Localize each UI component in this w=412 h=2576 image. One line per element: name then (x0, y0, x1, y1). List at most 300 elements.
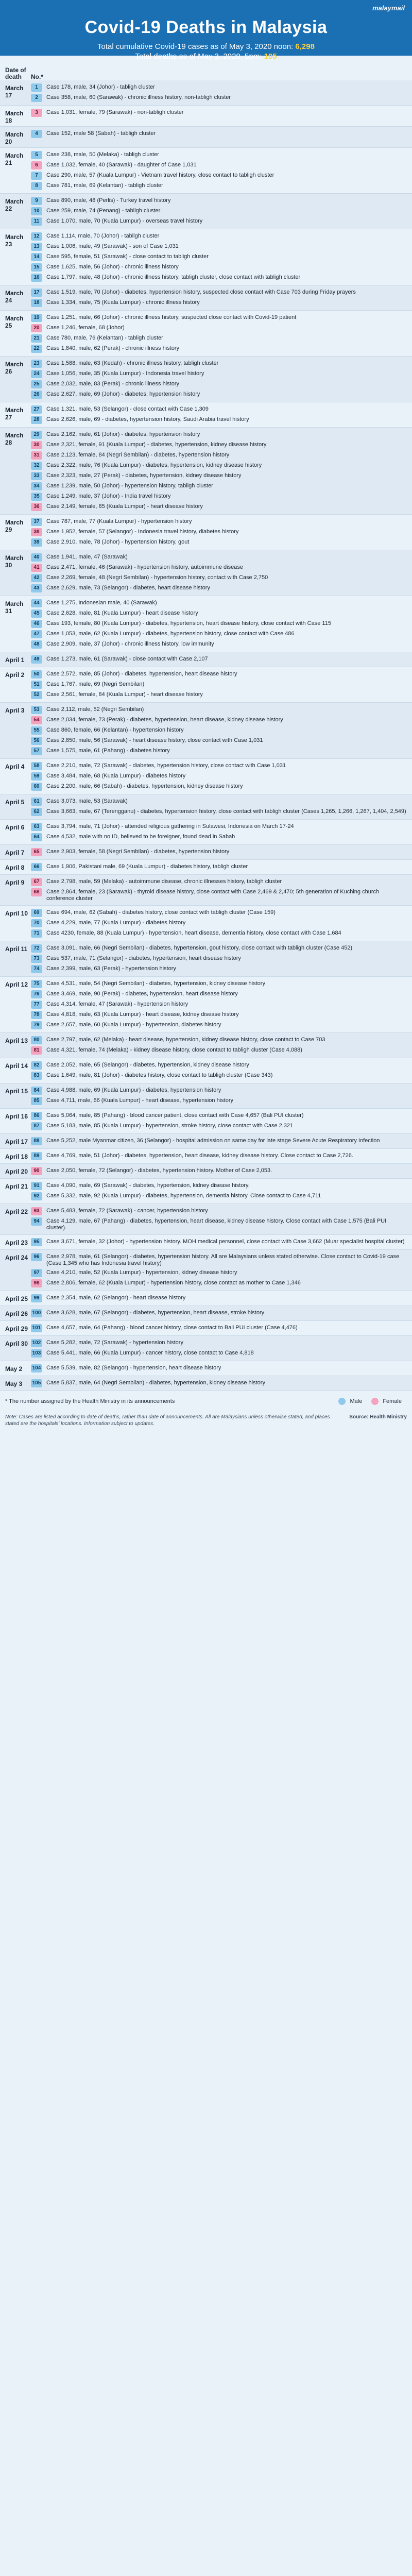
male-number-badge: 82 (31, 1061, 42, 1070)
male-number-badge: 27 (31, 405, 42, 414)
death-date: April 10 (5, 910, 28, 917)
male-number-badge: 63 (31, 823, 42, 831)
male-number-badge: 11 (31, 217, 42, 226)
case-description: Case 1,588, male, 63 (Kedah) - chronic illness history, tabligh cluster (46, 360, 219, 366)
day-group (0, 845, 412, 860)
case-description: Case 2,903, female, 58 (Negri Sembilan) - diabetes, hypertension history (46, 849, 230, 855)
case-row (31, 287, 407, 298)
case-list (31, 979, 407, 1030)
male-number-badge: 44 (31, 599, 42, 607)
case-description: Case 537, male, 71 (Selangor) - diabetes, hypertension, heart disease history (46, 955, 241, 961)
note-block (0, 1412, 412, 1431)
case-description: Case 1,797, male, 48 (Johor) - chronic illness history, tabligh cluster, close contact with tabligh cluster (46, 274, 301, 280)
note-text: Note: Cases are listed according to date of deaths, rather than date of announcements. All are Malaysians unless otherwise stated, and places stated are the hospitals' locations. Information subject to updates. (5, 1414, 330, 1427)
case-description: Case 1,031, female, 79 (Sarawak) - non-tabligh cluster (46, 109, 184, 115)
female-number-badge: 67 (31, 878, 42, 886)
male-number-badge: 40 (31, 553, 42, 562)
case-description: Case 4,321, female, 74 (Melaka) - kidney disease history, close contact to tabligh cluster (Case 4,088) (46, 1047, 302, 1053)
male-number-badge: 45 (31, 609, 42, 618)
male-number-badge: 72 (31, 944, 42, 953)
case-description: Case 5,441, male, 66 (Kuala Lumpur) - cancer history, close contact to Case 4,818 (46, 1350, 254, 1356)
death-date: April 25 (5, 1295, 28, 1302)
case-description: Case 1,053, male, 62 (Kuala Lumpur) - diabetes, hypertension history, close contact with Case 486 (46, 631, 295, 637)
death-date: March 22 (5, 198, 24, 212)
case-description: Case 4,090, male, 69 (Sarawak) - diabetes, hypertension, kidney disease history. (46, 1182, 250, 1189)
male-number-badge: 101 (31, 1324, 42, 1332)
case-description: Case 2,399, male, 63 (Perak) - hypertension history (46, 965, 176, 972)
male-number-badge: 78 (31, 1011, 42, 1019)
case-description: Case 1,239, male, 50 (Johor) - hypertension history, tabligh cluster (46, 483, 213, 489)
death-date: May 2 (5, 1365, 23, 1372)
case-row (31, 563, 407, 573)
male-number-badge: 13 (31, 243, 42, 251)
male-legend-swatch (338, 1398, 346, 1405)
male-number-badge: 96 (31, 1253, 42, 1261)
male-number-badge: 94 (31, 1217, 42, 1226)
case-row (31, 1071, 407, 1081)
case-row (31, 964, 407, 974)
case-row (31, 333, 407, 344)
male-number-badge: 2 (31, 94, 42, 102)
day-group (0, 906, 412, 941)
day-group (0, 820, 412, 845)
day-group (0, 1109, 412, 1134)
male-number-badge: 77 (31, 1001, 42, 1009)
male-number-badge: 37 (31, 518, 42, 526)
female-number-badge: 93 (31, 1207, 42, 1215)
case-row (31, 746, 407, 756)
case-description: Case 4,532, male with no ID, believed to be foreigner, found dead in Sabah (46, 834, 235, 840)
death-date: April 30 (5, 1340, 28, 1347)
case-row (31, 928, 407, 939)
male-number-badge: 105 (31, 1379, 42, 1387)
brand-logo[interactable]: malaymail (372, 4, 405, 12)
case-description: Case 193, female, 80 (Kuala Lumpur) - diabetes, hypertension, heart disease history, close contact with Case 115 (46, 620, 331, 626)
case-list (31, 231, 407, 283)
case-list (31, 1363, 407, 1374)
case-description: Case 2,200, male, 66 (Sabah) - diabetes, hypertension, kidney disease history (46, 783, 243, 789)
case-description: Case 4,129, male, 67 (Pahang) - diabetes, hypertension, heart disease, kidney disease history. Close contact with Case 1,575 (Bali PUI cluster). (46, 1218, 387, 1231)
male-number-badge: 1 (31, 83, 42, 92)
female-number-badge: 38 (31, 528, 42, 536)
case-row (31, 181, 407, 191)
day-group (0, 285, 412, 311)
case-description: Case 2,123, female, 84 (Negri Sembilan) - diabetes, hypertension history (46, 452, 230, 458)
case-list (31, 313, 407, 354)
death-date: May 3 (5, 1380, 23, 1387)
male-number-badge: 102 (31, 1339, 42, 1347)
case-description: Case 2,321, female, 91 (Kuala Lumpur) - diabetes, hypertension, kidney disease history (46, 442, 267, 448)
deaths-total: 105 (264, 52, 277, 61)
case-description: Case 4,711, male, 66 (Kuala Lumpur) - heart disease, hypertension history (46, 1097, 233, 1104)
death-date: March 31 (5, 600, 24, 615)
death-date: April 4 (5, 763, 25, 770)
case-list (31, 1060, 407, 1081)
case-list (31, 1166, 407, 1176)
death-date: March 30 (5, 554, 24, 569)
case-row (31, 262, 407, 273)
male-number-badge: 73 (31, 955, 42, 963)
case-description: Case 2,323, male, 27 (Perak) - diabetes, hypertension, kidney disease history (46, 472, 242, 479)
case-row (31, 492, 407, 502)
case-description: Case 1,649, male, 81 (Johor) - diabetes history, close contact to tabligh cluster (Case 343) (46, 1072, 273, 1078)
case-description: Case 5,183, male, 85 (Kuala Lumpur) - hypertension, stroke history, close contact with Case 2,321 (46, 1123, 294, 1129)
case-description: Case 860, female, 66 (Kelantan) - hypertension history (46, 727, 184, 733)
case-list (31, 517, 407, 548)
case-description: Case 2,909, male, 37 (Johor) - chronic illness history, low immunity (46, 641, 214, 647)
case-list (31, 598, 407, 650)
day-group (0, 1306, 412, 1321)
case-description: Case 595, female, 51 (Sarawak) - close contact to tabligh cluster (46, 253, 209, 260)
case-row (31, 1035, 407, 1045)
day-group (0, 977, 412, 1033)
death-date: March 28 (5, 432, 24, 446)
day-group (0, 860, 412, 875)
case-description: Case 178, male, 34 (Johor) - tabligh cluster (46, 84, 155, 90)
case-row (31, 1045, 407, 1056)
male-number-badge: 12 (31, 232, 42, 241)
case-list (31, 847, 407, 857)
death-date: April 11 (5, 945, 28, 953)
day-group (0, 1336, 412, 1361)
case-row (31, 725, 407, 736)
day-group (0, 80, 412, 106)
female-number-badge: 65 (31, 848, 42, 856)
case-description: Case 4,769, male, 51 (Johor) - diabetes, hypertension, heart disease, kidney disease history. Close contact to Case 2,726. (46, 1153, 353, 1159)
case-row (31, 527, 407, 537)
male-number-badge: 103 (31, 1349, 42, 1358)
case-row (31, 736, 407, 746)
case-row (31, 450, 407, 461)
male-number-badge: 49 (31, 655, 42, 664)
case-description: Case 787, male, 77 (Kuala Lumpur) - hypertension history (46, 518, 192, 524)
case-description: Case 4,314, female, 47 (Sarawak) - hypertension history (46, 1001, 188, 1007)
number-column-header: No.* (31, 73, 43, 80)
case-description: Case 2,797, male, 62 (Melaka) - heart disease, hypertension, kidney disease history, close contact to Case 703 (46, 1037, 325, 1043)
case-row (31, 999, 407, 1010)
male-number-badge: 29 (31, 431, 42, 439)
case-row (31, 654, 407, 665)
male-number-badge: 35 (31, 493, 42, 501)
male-number-badge: 5 (31, 151, 42, 159)
case-row (31, 877, 407, 887)
case-row (31, 389, 407, 400)
case-description: Case 1,070, male, 70 (Kuala Lumpur) - overseas travel history (46, 218, 203, 224)
case-list (31, 877, 407, 903)
deaths-timeline (0, 80, 412, 1391)
case-row (31, 502, 407, 512)
death-date: April 8 (5, 864, 25, 871)
case-row (31, 771, 407, 782)
case-list (31, 705, 407, 756)
male-number-badge: 70 (31, 919, 42, 927)
cases-total: 6,298 (295, 42, 315, 51)
female-number-badge: 6 (31, 161, 42, 170)
case-description: Case 1,249, male, 37 (Johor) - India travel history (46, 493, 171, 499)
female-number-badge: 98 (31, 1279, 42, 1287)
case-row (31, 1096, 407, 1106)
case-row (31, 954, 407, 964)
case-row (31, 129, 407, 139)
case-list (31, 862, 407, 872)
case-description: Case 2,322, male, 76 (Kuala Lumpur) - diabetes, hypertension, kidney disease history (46, 462, 262, 468)
footer (0, 1391, 412, 1412)
male-number-badge: 64 (31, 833, 42, 841)
case-row (31, 887, 407, 903)
case-description: Case 2,354, male, 62 (Selangor) - heart disease history (46, 1295, 186, 1301)
case-row (31, 669, 407, 680)
male-number-badge: 28 (31, 416, 42, 424)
case-row (31, 705, 407, 715)
case-row (31, 160, 407, 171)
death-date: March 24 (5, 290, 24, 304)
case-description: Case 1,114, male, 70 (Johor) - tabligh cluster (46, 233, 160, 239)
case-row (31, 171, 407, 181)
male-number-badge: 22 (31, 345, 42, 353)
case-list (31, 1378, 407, 1388)
male-number-badge: 56 (31, 737, 42, 745)
case-description: Case 3,628, male, 67 (Selangor) - diabetes, hypertension, heart disease, stroke history (46, 1310, 265, 1316)
day-group (0, 106, 412, 127)
death-date: April 26 (5, 1310, 28, 1317)
case-description: Case 5,539, male, 82 (Selangor) - hypertension, heart disease history (46, 1365, 221, 1371)
case-row (31, 1252, 407, 1268)
case-row (31, 639, 407, 650)
day-group (0, 875, 412, 906)
case-row (31, 832, 407, 842)
case-list (31, 796, 407, 817)
death-date: March 23 (5, 233, 24, 248)
case-list (31, 822, 407, 842)
case-list (31, 359, 407, 400)
case-row (31, 379, 407, 389)
case-description: Case 2,471, female, 46 (Sarawak) - hypertension history, autoimmune disease (46, 564, 243, 570)
case-description: Case 2,627, male, 69 (Johor) - diabetes, hypertension history (46, 391, 200, 397)
day-group (0, 652, 412, 667)
death-date: April 9 (5, 879, 25, 886)
day-group (0, 1058, 412, 1083)
day-group (0, 1033, 412, 1058)
male-number-badge: 69 (31, 909, 42, 917)
case-row (31, 690, 407, 700)
day-group (0, 1250, 412, 1291)
case-row (31, 1086, 407, 1096)
day-group (0, 596, 412, 652)
male-number-badge: 55 (31, 726, 42, 735)
male-number-badge: 15 (31, 263, 42, 272)
case-row (31, 1363, 407, 1374)
case-description: Case 2,910, male, 78 (Johor) - hypertension history, gout (46, 539, 190, 545)
male-number-badge: 48 (31, 640, 42, 649)
case-description: Case 2,850, male, 56 (Sarawak) - heart disease history, close contact with Case 1,031 (46, 737, 263, 743)
male-number-badge: 99 (31, 1294, 42, 1302)
case-description: Case 1,840, male, 62 (Perak) - chronic illness history (46, 345, 179, 351)
case-description: Case 4230, female, 88 (Kuala Lumpur) - hypertension, heart disease, dementia history, close contact with Case 1,684 (46, 930, 341, 936)
death-date: April 7 (5, 849, 25, 856)
death-date: March 27 (5, 406, 24, 421)
death-date: April 6 (5, 824, 25, 831)
case-list (31, 196, 407, 227)
case-description: Case 1,246, female, 68 (Johor) (46, 325, 125, 331)
case-description: Case 2,561, female, 84 (Kuala Lumpur) - heart disease history (46, 691, 203, 698)
case-list (31, 1111, 407, 1131)
day-group (0, 1134, 412, 1149)
male-number-badge: 61 (31, 798, 42, 806)
subtitle (10, 42, 402, 61)
male-legend-label: Male (350, 1398, 363, 1404)
death-date: March 17 (5, 84, 24, 99)
male-number-badge: 87 (31, 1122, 42, 1130)
male-number-badge: 97 (31, 1269, 42, 1277)
female-number-badge: 54 (31, 716, 42, 724)
case-row (31, 359, 407, 369)
case-description: Case 5,837, male, 64 (Negri Sembilan) - diabetes, hypertension, kidney disease history (46, 1380, 265, 1386)
case-description: Case 1,321, male, 53 (Selangor) - close contact with Case 1,309 (46, 406, 209, 412)
date-column-header: Date of death (5, 66, 26, 80)
death-date: April 18 (5, 1153, 28, 1160)
male-number-badge: 80 (31, 1036, 42, 1044)
female-number-badge: 30 (31, 441, 42, 449)
case-row (31, 782, 407, 792)
case-description: Case 1,575, male, 61 (Pahang) - diabetes history (46, 748, 170, 754)
case-description: Case 4,818, male, 63 (Kuala Lumpur) - heart disease, kidney disease history (46, 1011, 239, 1018)
case-list (31, 287, 407, 308)
case-row (31, 1348, 407, 1359)
day-group (0, 1083, 412, 1109)
case-description: Case 2,864, female, 23 (Sarawak) - thyroid disease history, close contact with Case 2,469 & 2,470; 5th generation of Kuching church conference cluster (46, 889, 380, 902)
case-description: Case 238, male, 50 (Melaka) - tabligh cluster (46, 151, 159, 158)
case-row (31, 1237, 407, 1247)
case-row (31, 1268, 407, 1278)
case-row (31, 680, 407, 690)
death-date: April 15 (5, 1088, 28, 1095)
case-description: Case 3,794, male, 71 (Johor) - attended religious gathering in Sulawesi, Indonesia on March 17-24 (46, 823, 294, 829)
male-number-badge: 66 (31, 863, 42, 871)
male-number-badge: 46 (31, 620, 42, 628)
case-description: Case 4,988, male, 69 (Kuala Lumpur) - diabetes, hypertension history (46, 1087, 221, 1093)
case-row (31, 150, 407, 160)
case-row (31, 1378, 407, 1388)
case-list (31, 669, 407, 700)
day-group (0, 428, 412, 515)
case-list (31, 761, 407, 792)
male-number-badge: 50 (31, 670, 42, 679)
male-number-badge: 33 (31, 472, 42, 480)
case-row (31, 415, 407, 425)
case-row (31, 323, 407, 333)
male-number-badge: 59 (31, 772, 42, 781)
source: Source: Health Ministry (349, 1414, 407, 1420)
case-row (31, 1020, 407, 1030)
case-description: Case 3,469, male, 90 (Perak) - diabetes, hypertension, heart disease history (46, 991, 238, 997)
case-description: Case 4,229, male, 77 (Kuala Lumpur) - diabetes history (46, 920, 186, 926)
case-row (31, 242, 407, 252)
case-row (31, 619, 407, 629)
case-description: Case 1,006, male, 49 (Sarawak) - son of Case 1,031 (46, 243, 179, 249)
male-number-badge: 9 (31, 197, 42, 205)
male-number-badge: 42 (31, 574, 42, 582)
case-description: Case 1,519, male, 70 (Johor) - diabetes, hypertension history, suspected close contact with Case 703 during Friday prayers (46, 289, 356, 295)
male-number-badge: 86 (31, 1112, 42, 1120)
case-description: Case 1,056, male, 35 (Kuala Lumpur) - Indonesia travel history (46, 370, 204, 377)
case-row (31, 1323, 407, 1333)
death-date: April 5 (5, 799, 25, 806)
case-description: Case 2,034, female, 73 (Perak) - diabetes, hypertension, heart disease, kidney disease history (46, 717, 283, 723)
case-row (31, 552, 407, 563)
case-description: Case 5,252, male Myanmar citizen, 36 (Selangor) - hospital admission on same day for late stage Severe Acute Respiratory Infection (46, 1138, 380, 1144)
death-date: March 21 (5, 152, 24, 166)
case-list (31, 908, 407, 939)
case-row (31, 1216, 407, 1232)
case-list (31, 150, 407, 191)
day-group (0, 311, 412, 357)
case-row (31, 918, 407, 928)
case-description: Case 4,657, male, 64 (Pahang) - blood cancer history, close contact to Bali PUI cluster (Case 4,476) (46, 1325, 298, 1331)
death-date: April 2 (5, 671, 25, 679)
case-row (31, 598, 407, 608)
male-number-badge: 4 (31, 130, 42, 138)
female-number-badge: 81 (31, 1046, 42, 1055)
case-list (31, 404, 407, 425)
day-group (0, 794, 412, 820)
case-description: Case 3,484, male, 68 (Kuala Lumpur) - diabetes history (46, 773, 186, 779)
case-row (31, 369, 407, 379)
case-row (31, 573, 407, 583)
case-row (31, 252, 407, 262)
death-date: April 20 (5, 1168, 28, 1175)
case-description: Case 1,032, female, 40 (Sarawak) - daughter of Case 1,031 (46, 162, 197, 168)
case-row (31, 108, 407, 118)
day-group (0, 1164, 412, 1179)
female-number-badge: 20 (31, 324, 42, 332)
case-list (31, 943, 407, 974)
case-row (31, 1010, 407, 1020)
male-number-badge: 84 (31, 1087, 42, 1095)
death-date: April 14 (5, 1062, 28, 1070)
day-group (0, 550, 412, 596)
case-row (31, 344, 407, 354)
male-number-badge: 74 (31, 965, 42, 973)
female-number-badge: 68 (31, 888, 42, 896)
female-number-badge: 3 (31, 109, 42, 117)
case-description: Case 2,978, male, 61 (Selangor) - diabetes, hypertension history. All are Malaysians unless stated otherwise. Close contact to Covid-19 case (Case 1,345 who has Indonesia travel history) (46, 1253, 400, 1266)
male-number-badge: 25 (31, 380, 42, 388)
day-group (0, 703, 412, 759)
death-date: April 24 (5, 1254, 28, 1261)
death-date: April 16 (5, 1113, 28, 1120)
female-number-badge: 41 (31, 564, 42, 572)
male-number-badge: 51 (31, 681, 42, 689)
day-group (0, 515, 412, 550)
case-list (31, 1035, 407, 1056)
case-list (31, 1206, 407, 1232)
case-description: Case 1,275, Indonesian male, 40 (Sarawak) (46, 600, 157, 606)
case-description: Case 1,251, male, 66 (Johor) - chronic illness history, suspected close contact with Covid-19 patient (46, 314, 297, 320)
case-list (31, 1308, 407, 1318)
male-number-badge: 10 (31, 207, 42, 215)
case-list (31, 1181, 407, 1201)
case-list (31, 654, 407, 665)
male-number-badge: 32 (31, 462, 42, 470)
case-description: Case 1,273, male, 61 (Sarawak) - close contact with Case 2,107 (46, 656, 208, 662)
day-group (0, 127, 412, 148)
case-row (31, 231, 407, 242)
male-number-badge: 60 (31, 783, 42, 791)
male-number-badge: 89 (31, 1152, 42, 1160)
case-description: Case 152, male 58 (Sabah) - tabligh cluster (46, 130, 156, 137)
death-date: March 25 (5, 315, 24, 329)
case-list (31, 1237, 407, 1247)
